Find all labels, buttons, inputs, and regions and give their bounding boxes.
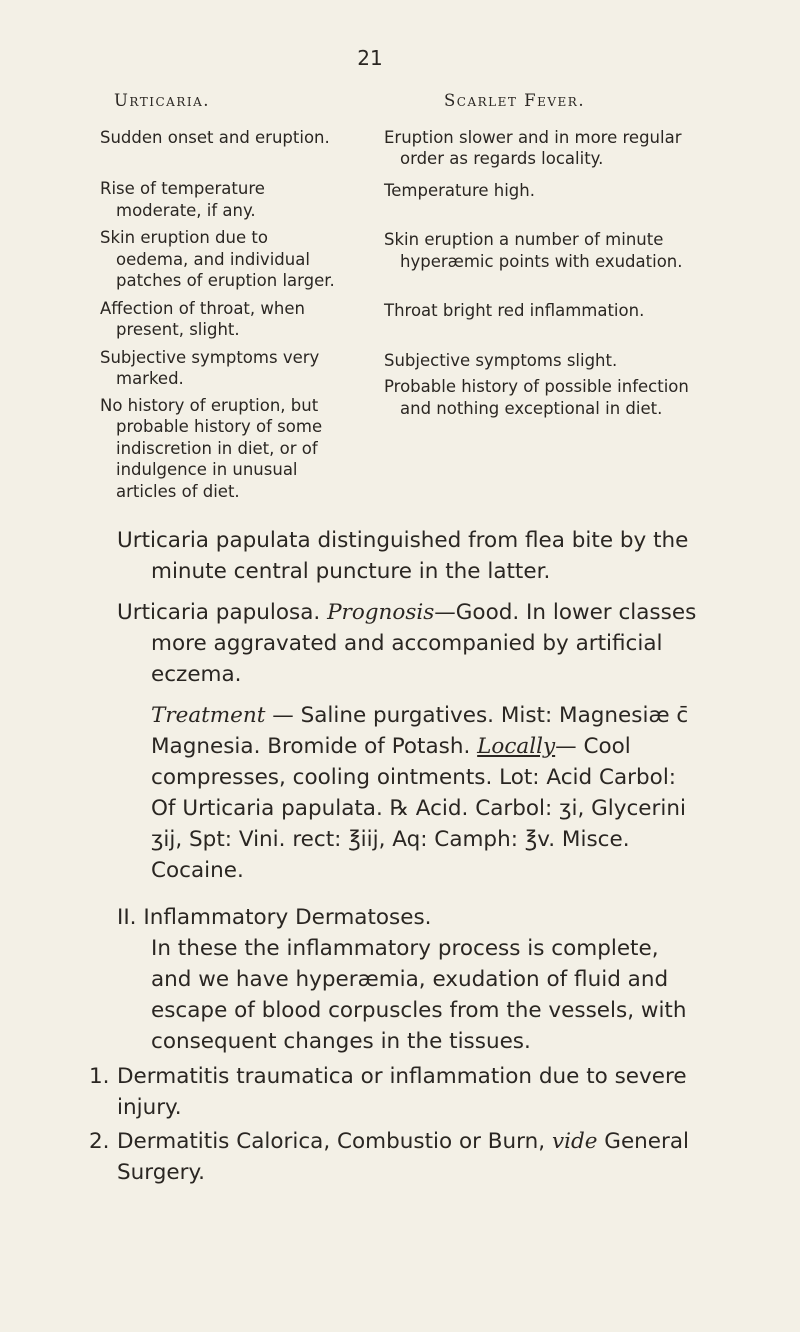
main-text (89, 525, 697, 1191)
treatment-label: Treatment (151, 703, 266, 728)
prognosis-label: Prognosis (327, 600, 435, 625)
treatment-text: — Saline purgatives. Mist: Magnesiæ c̄ Magnesia. Bromide of Potash. (151, 703, 689, 759)
general-surgery-text: General Surgery. (117, 1129, 690, 1185)
left-row: Subjective symptoms very marked. (100, 347, 320, 388)
section-text: In these the inflammatory process is complete, and we have hyperæmia, exudation of fluid and escape of blood corpuscles from the vessels, with consequent changes in the tissues. (151, 936, 687, 1054)
list-item-number: 2. (89, 1129, 110, 1154)
page-number: 21 (357, 46, 383, 70)
treatment-locally-text: — Cool compresses, cooling ointments. Lot: Acid Carbol: Of Urticaria papulata. ℞ Acid. Carbol: ʒi, Glycerini ʒij, Spt: Vini. rect: ℥iij, Aq: Camph: ℥v. Misce. Cocaine. (151, 734, 686, 883)
right-row: Skin eruption a number of minute hyperæmic points with exudation. (384, 230, 683, 271)
list-item-text (117, 1126, 697, 1188)
scarlet-fever-column (384, 90, 714, 419)
burn-text: Dermatitis Calorica, Combustio or Burn, (117, 1129, 552, 1154)
right-row: Probable history of possible infection and nothing exceptional in diet. (384, 377, 689, 418)
scarlet-fever-heading: Scarlet Fever. (444, 91, 586, 110)
list-item (89, 1061, 697, 1123)
right-row: Temperature high. (384, 180, 535, 200)
treatment-paragraph (117, 700, 697, 886)
inflammatory-dermatoses-section (84, 902, 697, 1057)
urticaria-heading: Urticaria. (114, 91, 211, 110)
left-row: Sudden onset and eruption. (100, 127, 330, 147)
right-row: Throat bright red inflammation. (384, 301, 645, 320)
left-row: Affection of throat, when present, slight. (100, 298, 305, 339)
urticaria-column (100, 90, 345, 502)
right-row: Eruption slower and in more regular order as regards locality. (384, 127, 682, 168)
left-row: No history of eruption, but probable history of some indiscretion in diet, or of indulgence in unusual articles of diet. (100, 395, 323, 501)
list-item-text: Dermatitis traumatica or inflammation due to severe injury. (117, 1064, 687, 1120)
list-item-number: 1. (89, 1064, 110, 1089)
vide-label: vide (551, 1129, 598, 1154)
left-row: Skin eruption due to oedema, and individual patches of eruption larger. (100, 228, 335, 290)
flea-bite-paragraph: Urticaria papulata distinguished from flea bite by the minute central puncture in the latter. (117, 528, 689, 584)
papulosa-paragraph (117, 597, 697, 690)
list-item (89, 1126, 697, 1188)
papulosa-lead: Urticaria papulosa. (117, 600, 321, 625)
section-heading: II. Inflammatory Dermatoses. (117, 905, 432, 930)
right-row: Subjective symptoms slight. (384, 350, 618, 370)
locally-label: Locally (477, 734, 556, 759)
dermatitis-list (89, 1061, 697, 1188)
left-row: Rise of temperature moderate, if any. (100, 179, 265, 220)
prognosis-text: —Good. In lower classes more aggravated and accompanied by artificial eczema. (151, 600, 697, 687)
